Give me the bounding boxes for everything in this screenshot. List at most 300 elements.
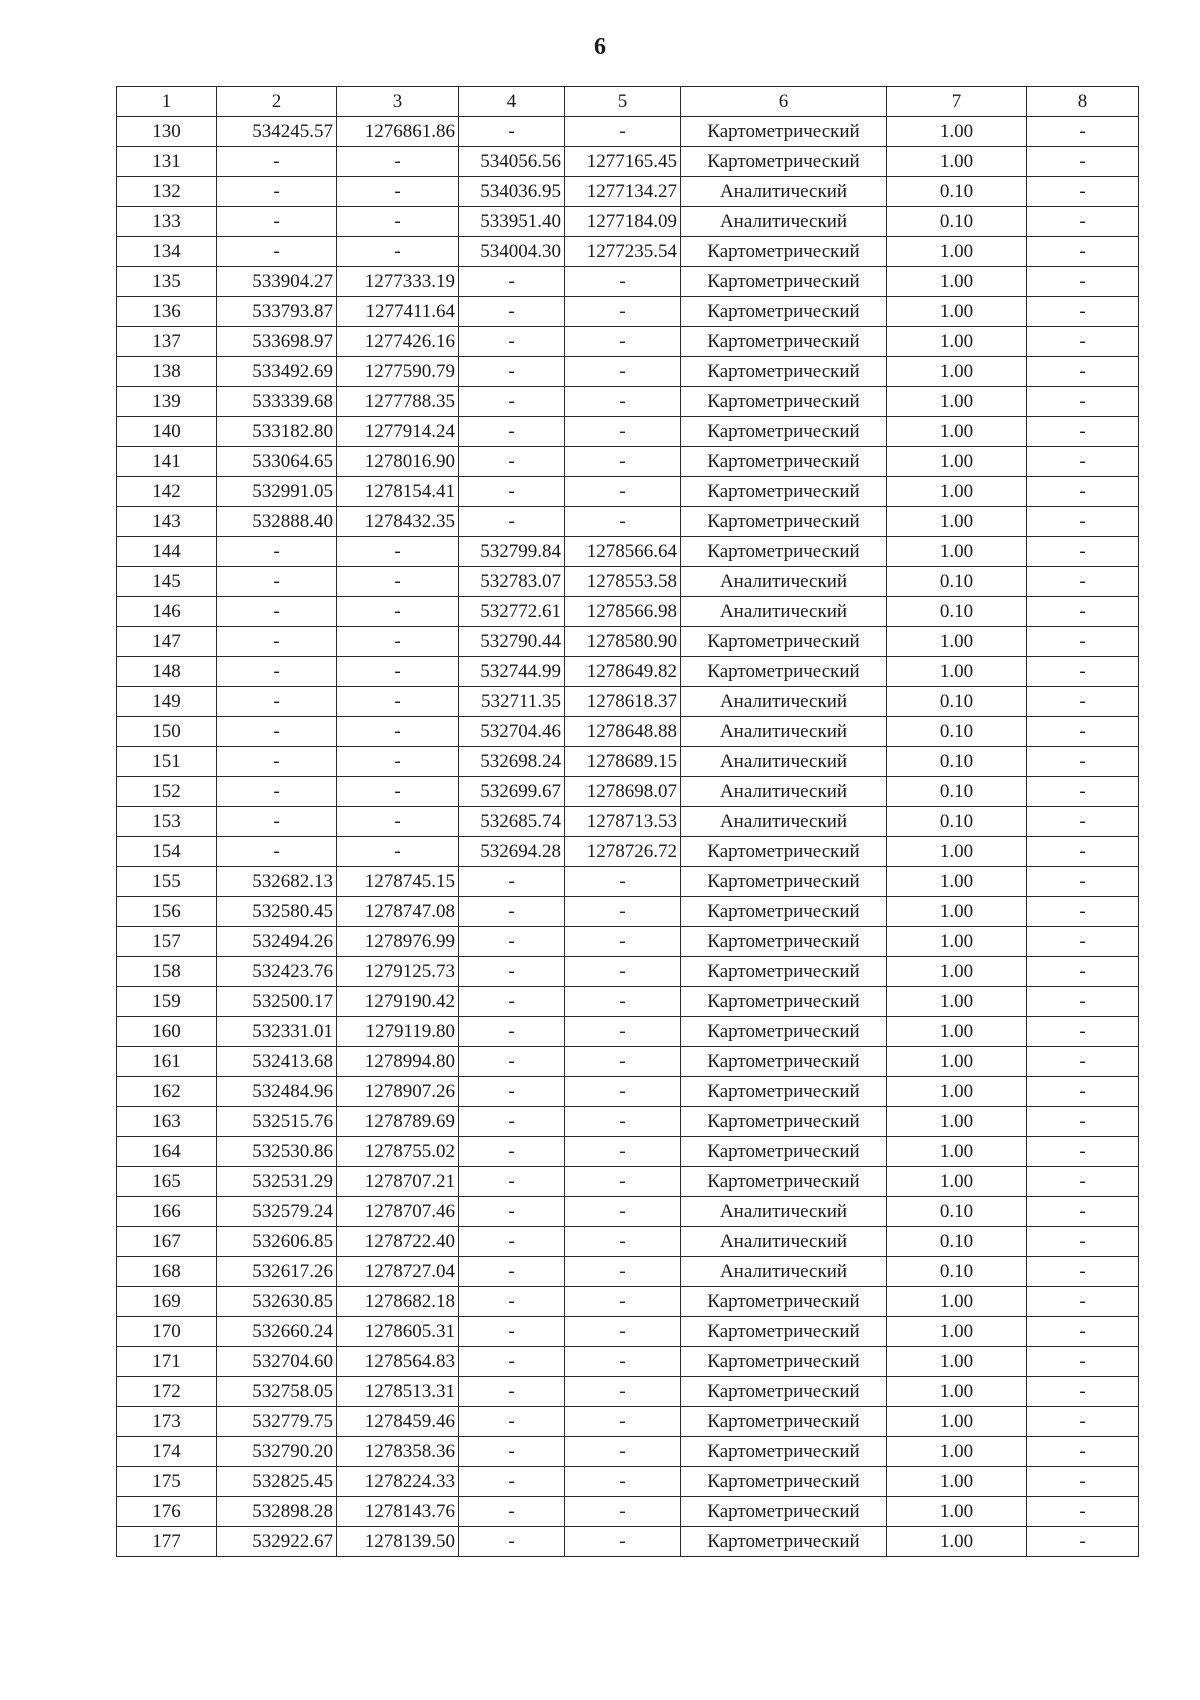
table-cell: - [459,1497,565,1527]
table-cell: 0.10 [887,807,1027,837]
table-cell: 172 [117,1377,217,1407]
table-cell: 1277788.35 [337,387,459,417]
table-cell: 533951.40 [459,207,565,237]
table-cell: 160 [117,1017,217,1047]
table-cell: 166 [117,1197,217,1227]
table-cell: 1278649.82 [565,657,681,687]
table-cell: 1279125.73 [337,957,459,987]
table-cell: - [565,477,681,507]
table-cell: 142 [117,477,217,507]
table-cell: 1278707.21 [337,1167,459,1197]
table-cell: Аналитический [681,687,887,717]
table-cell: 135 [117,267,217,297]
table-cell: 1.00 [887,537,1027,567]
table-row [117,807,1139,837]
table-cell: 532579.24 [217,1197,337,1227]
table-row [117,387,1139,417]
table-cell: Аналитический [681,1227,887,1257]
table-cell: Картометрический [681,1167,887,1197]
table-row [117,417,1139,447]
table-cell: Картометрический [681,477,887,507]
table-cell: - [565,117,681,147]
table-cell: 533182.80 [217,417,337,447]
table-cell: 1278689.15 [565,747,681,777]
table-cell: Картометрический [681,627,887,657]
table-cell: - [217,657,337,687]
table-cell: - [459,1527,565,1557]
table-row [117,927,1139,957]
table-cell: 0.10 [887,1257,1027,1287]
table-cell: - [1027,1317,1139,1347]
table-row [117,1317,1139,1347]
table-cell: - [337,627,459,657]
table-cell: 171 [117,1347,217,1377]
table-header-row [117,87,1139,117]
table-cell: 532494.26 [217,927,337,957]
column-header-1: 1 [117,87,217,117]
table-cell: - [1027,807,1139,837]
table-row [117,177,1139,207]
table-cell: - [1027,1047,1139,1077]
table-row [117,987,1139,1017]
table-cell: 1.00 [887,837,1027,867]
table-cell: - [1027,567,1139,597]
table-cell: - [217,807,337,837]
table-cell: - [337,717,459,747]
table-cell: - [1027,897,1139,927]
table-cell: 1.00 [887,657,1027,687]
table-cell: 0.10 [887,747,1027,777]
table-cell: - [337,537,459,567]
table-cell: 1278564.83 [337,1347,459,1377]
table-cell: 533793.87 [217,297,337,327]
table-cell: - [565,1017,681,1047]
table-cell: 533492.69 [217,357,337,387]
table-cell: 1278139.50 [337,1527,459,1557]
table-cell: - [217,237,337,267]
table-cell: 1277165.45 [565,147,681,177]
table-cell: - [1027,1437,1139,1467]
table-cell: - [1027,297,1139,327]
table-cell: 133 [117,207,217,237]
table-row [117,207,1139,237]
table-cell: Картометрический [681,537,887,567]
table-cell: - [565,1227,681,1257]
table-cell: 1278154.41 [337,477,459,507]
table-cell: Картометрический [681,417,887,447]
table-cell: 1.00 [887,1317,1027,1347]
table-cell: - [1027,447,1139,477]
table-cell: 1277590.79 [337,357,459,387]
table-cell: Аналитический [681,807,887,837]
table-cell: 532685.74 [459,807,565,837]
table-cell: - [1027,837,1139,867]
table-cell: - [1027,1467,1139,1497]
table-row [117,447,1139,477]
table-row [117,777,1139,807]
table-cell: - [217,147,337,177]
table-cell: - [565,927,681,957]
table-cell: 532744.99 [459,657,565,687]
table-cell: Картометрический [681,1077,887,1107]
table-cell: - [1027,957,1139,987]
table-cell: 532630.85 [217,1287,337,1317]
coordinates-table [116,86,1139,1557]
table-body [117,117,1139,1557]
table-cell: 532500.17 [217,987,337,1017]
table-cell: 0.10 [887,177,1027,207]
table-cell: 1.00 [887,987,1027,1017]
table-cell: - [1027,1257,1139,1287]
table-cell: - [459,1077,565,1107]
table-row [117,1347,1139,1377]
table-cell: 532660.24 [217,1317,337,1347]
table-row [117,747,1139,777]
table-cell: - [1027,1227,1139,1257]
table-cell: 532580.45 [217,897,337,927]
table-cell: Картометрический [681,837,887,867]
table-cell: 176 [117,1497,217,1527]
table-cell: - [459,297,565,327]
table-cell: 1278745.15 [337,867,459,897]
table-cell: 141 [117,447,217,477]
table-cell: 139 [117,387,217,417]
table-cell: - [1027,987,1139,1017]
table-cell: 1.00 [887,1467,1027,1497]
table-cell: 0.10 [887,207,1027,237]
table-cell: Аналитический [681,177,887,207]
table-cell: 1.00 [887,357,1027,387]
table-cell: 175 [117,1467,217,1497]
table-cell: - [217,687,337,717]
table-cell: 1278747.08 [337,897,459,927]
table-cell: - [1027,1017,1139,1047]
table-cell: 533339.68 [217,387,337,417]
table-row [117,327,1139,357]
table-cell: 534056.56 [459,147,565,177]
table-cell: 0.10 [887,717,1027,747]
column-header-2: 2 [217,87,337,117]
table-cell: 1.00 [887,1497,1027,1527]
table-cell: - [459,1467,565,1497]
table-row [117,1107,1139,1137]
table-cell: - [337,837,459,867]
table-cell: 159 [117,987,217,1017]
table-cell: - [217,627,337,657]
table-cell: - [337,177,459,207]
table-cell: Картометрический [681,447,887,477]
table-cell: - [565,1407,681,1437]
column-header-6: 6 [681,87,887,117]
table-cell: 1278605.31 [337,1317,459,1347]
table-cell: 532825.45 [217,1467,337,1497]
table-cell: - [217,567,337,597]
table-cell: - [1027,1137,1139,1167]
table-cell: 533904.27 [217,267,337,297]
table-row [117,1227,1139,1257]
table-cell: 1279119.80 [337,1017,459,1047]
table-cell: 534004.30 [459,237,565,267]
table-cell: - [1027,267,1139,297]
table-cell: - [565,1287,681,1317]
table-cell: - [459,1257,565,1287]
table-cell: 177 [117,1527,217,1557]
table-cell: 1278513.31 [337,1377,459,1407]
table-cell: - [565,417,681,447]
table-row [117,717,1139,747]
table-cell: - [565,1437,681,1467]
table-cell: - [459,1137,565,1167]
table-cell: Картометрический [681,357,887,387]
table-cell: 1.00 [887,1137,1027,1167]
table-cell: 145 [117,567,217,597]
table-cell: - [337,567,459,597]
table-row [117,657,1139,687]
table-cell: 532790.20 [217,1437,337,1467]
table-cell: - [1027,627,1139,657]
table-cell: 131 [117,147,217,177]
column-header-4: 4 [459,87,565,117]
table-cell: - [1027,537,1139,567]
table-row [117,687,1139,717]
table-cell: - [459,1227,565,1257]
table-cell: Картометрический [681,1407,887,1437]
table-cell: 1278707.46 [337,1197,459,1227]
table-cell: Аналитический [681,207,887,237]
table-cell: 1.00 [887,297,1027,327]
table-cell: 1.00 [887,117,1027,147]
table-cell: 532682.13 [217,867,337,897]
table-cell: Картометрический [681,1497,887,1527]
table-cell: 1.00 [887,867,1027,897]
table-cell: - [337,807,459,837]
table-cell: - [459,1377,565,1407]
table-cell: - [565,1077,681,1107]
table-cell: Картометрический [681,117,887,147]
table-cell: - [565,507,681,537]
table-cell: - [1027,1527,1139,1557]
table-cell: 164 [117,1137,217,1167]
table-cell: - [565,267,681,297]
table-cell: 1.00 [887,1287,1027,1317]
table-cell: 1.00 [887,417,1027,447]
table-cell: Картометрический [681,987,887,1017]
table-cell: 1278907.26 [337,1077,459,1107]
table-cell: - [1027,747,1139,777]
column-header-5: 5 [565,87,681,117]
table-cell: - [337,687,459,717]
table-cell: 532783.07 [459,567,565,597]
table-row [117,957,1139,987]
table-cell: - [1027,1377,1139,1407]
table-cell: - [1027,1077,1139,1107]
table-cell: 0.10 [887,687,1027,717]
table-cell: 1278994.80 [337,1047,459,1077]
table-cell: 532331.01 [217,1017,337,1047]
table-cell: 1277184.09 [565,207,681,237]
table-cell: - [217,837,337,867]
table-cell: - [1027,1197,1139,1227]
table-cell: - [565,1257,681,1287]
table-cell: 170 [117,1317,217,1347]
table-cell: 1.00 [887,1017,1027,1047]
table-cell: 1278580.90 [565,627,681,657]
table-cell: 161 [117,1047,217,1077]
table-cell: 532991.05 [217,477,337,507]
table-cell: - [459,867,565,897]
table-cell: - [217,597,337,627]
table-row [117,1497,1139,1527]
table-cell: - [217,177,337,207]
table-cell: Картометрический [681,1347,887,1377]
table-row [117,1467,1139,1497]
table-cell: 1.00 [887,507,1027,537]
table-row [117,1377,1139,1407]
table-cell: 136 [117,297,217,327]
table-cell: - [565,1467,681,1497]
table-cell: Картометрический [681,1047,887,1077]
table-cell: - [459,1167,565,1197]
table-cell: 174 [117,1437,217,1467]
table-cell: 154 [117,837,217,867]
table-cell: 1277411.64 [337,297,459,327]
table-cell: - [1027,777,1139,807]
column-header-8: 8 [1027,87,1139,117]
table-cell: 168 [117,1257,217,1287]
table-cell: - [1027,597,1139,627]
table-cell: 1278648.88 [565,717,681,747]
table-cell: Аналитический [681,1197,887,1227]
table-cell: - [1027,1287,1139,1317]
table-row [117,1017,1139,1047]
table-row [117,147,1139,177]
table-cell: - [459,357,565,387]
table-cell: 532898.28 [217,1497,337,1527]
table-cell: 0.10 [887,1197,1027,1227]
table-row [117,897,1139,927]
table-row [117,537,1139,567]
table-cell: 1278722.40 [337,1227,459,1257]
table-cell: Картометрический [681,387,887,417]
table-cell: 1278566.64 [565,537,681,567]
table-cell: - [459,1017,565,1047]
table-cell: Аналитический [681,597,887,627]
table-cell: 1.00 [887,1107,1027,1137]
table-cell: - [1027,147,1139,177]
table-cell: 1.00 [887,1047,1027,1077]
table-cell: - [565,1047,681,1077]
table-cell: 532758.05 [217,1377,337,1407]
table-cell: 1278618.37 [565,687,681,717]
table-cell: - [1027,237,1139,267]
table-row [117,237,1139,267]
table-cell: - [459,267,565,297]
table-cell: - [459,387,565,417]
table-cell: 165 [117,1167,217,1197]
table-cell: 1278224.33 [337,1467,459,1497]
table-cell: Картометрический [681,1287,887,1317]
table-cell: 534036.95 [459,177,565,207]
table-cell: Картометрический [681,267,887,297]
table-cell: 532698.24 [459,747,565,777]
table-cell: Картометрический [681,507,887,537]
table-cell: Аналитический [681,717,887,747]
table-cell: 1.00 [887,477,1027,507]
table-cell: - [1027,117,1139,147]
table-row [117,507,1139,537]
table-cell: 1.00 [887,1167,1027,1197]
table-cell: - [459,447,565,477]
table-cell: 1278726.72 [565,837,681,867]
table-cell: 1.00 [887,447,1027,477]
table-cell: - [459,1347,565,1377]
table-cell: 152 [117,777,217,807]
table-cell: Аналитический [681,1257,887,1287]
table-cell: 532617.26 [217,1257,337,1287]
table-cell: 137 [117,327,217,357]
table-cell: 0.10 [887,1227,1027,1257]
table-cell: - [565,327,681,357]
table-cell: - [565,387,681,417]
table-cell: - [1027,357,1139,387]
table-cell: - [1027,327,1139,357]
table-row [117,627,1139,657]
table-cell: 1.00 [887,267,1027,297]
table-cell: Картометрический [681,1527,887,1557]
table-row [117,297,1139,327]
table-cell: - [337,747,459,777]
table-cell: - [459,1407,565,1437]
table-cell: 150 [117,717,217,747]
column-header-7: 7 [887,87,1027,117]
table-cell: - [1027,657,1139,687]
table-row [117,1527,1139,1557]
table-cell: 134 [117,237,217,267]
table-cell: - [459,957,565,987]
table-cell: - [337,147,459,177]
table-cell: 1.00 [887,927,1027,957]
table-cell: - [1027,867,1139,897]
table-cell: - [459,1437,565,1467]
table-cell: 1277426.16 [337,327,459,357]
table-cell: 1.00 [887,1527,1027,1557]
table-row [117,1167,1139,1197]
table-cell: 1278459.46 [337,1407,459,1437]
table-cell: 149 [117,687,217,717]
table-cell: - [217,777,337,807]
table-cell: - [1027,1407,1139,1437]
table-cell: 532779.75 [217,1407,337,1437]
table-cell: 532699.67 [459,777,565,807]
table-row [117,567,1139,597]
table-cell: 533064.65 [217,447,337,477]
table-cell: 533698.97 [217,327,337,357]
table-row [117,477,1139,507]
table-row [117,1407,1139,1437]
table-cell: 532423.76 [217,957,337,987]
table-cell: - [565,1317,681,1347]
table-cell: 1.00 [887,237,1027,267]
table-row [117,1047,1139,1077]
table-cell: 163 [117,1107,217,1137]
table-cell: Картометрический [681,1317,887,1347]
table-cell: Картометрический [681,957,887,987]
table-row [117,1257,1139,1287]
column-header-3: 3 [337,87,459,117]
table-row [117,1437,1139,1467]
table-cell: - [565,1377,681,1407]
table-cell: Картометрический [681,897,887,927]
